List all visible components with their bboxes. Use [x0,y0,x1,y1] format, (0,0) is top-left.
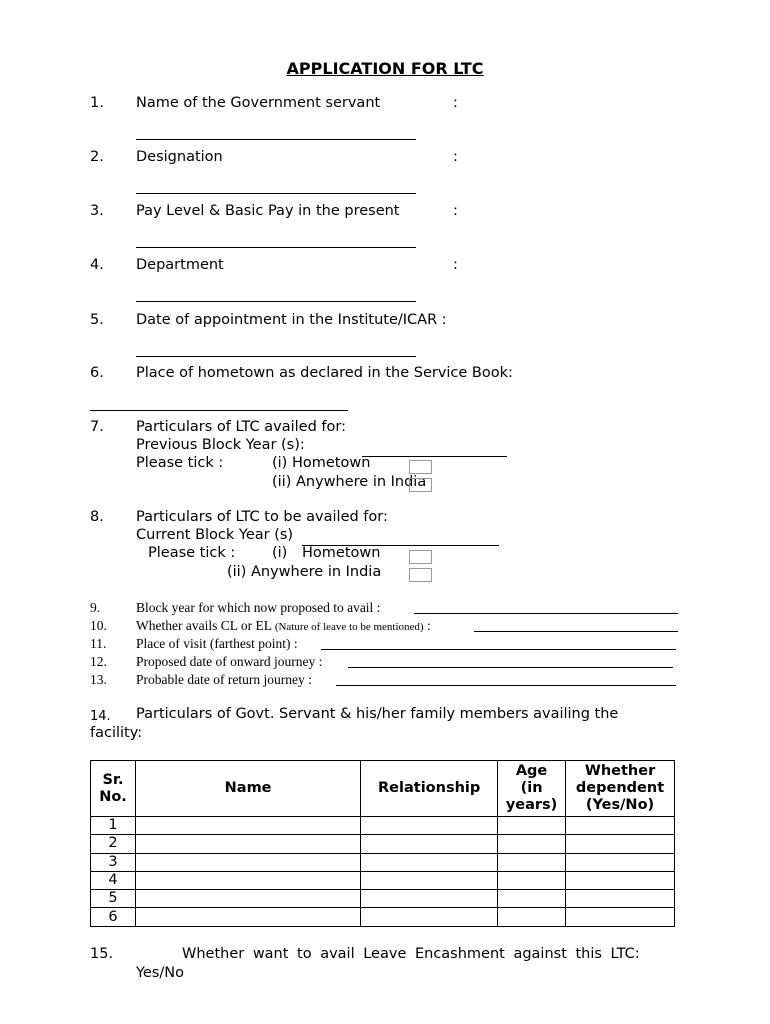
item-7-number: 7. [90,419,104,435]
name-cell[interactable] [135,890,360,908]
item-8-option-number: (i) [272,545,288,561]
age-cell[interactable] [498,853,566,871]
item-2-number: 2. [90,149,104,165]
column-header-dependent: Whether dependent (Yes/No) [566,761,675,817]
table-row [91,835,675,853]
item-7-heading: Particulars of LTC availed for: [136,419,346,435]
item-11-number: 11. [90,636,107,651]
item-3-label: Pay Level & Basic Pay in the present [136,203,400,219]
item-6-number: 6. [90,365,104,381]
table-row [91,871,675,889]
dependent-cell[interactable] [566,853,675,871]
appointment-date-field[interactable] [136,356,416,357]
hometown-field[interactable] [90,410,348,411]
item-9-number: 9. [90,600,101,615]
name-cell[interactable] [135,871,360,889]
row-number: 4 [91,871,136,889]
column-header-sr-no: Sr. No. [91,761,136,817]
table-row [91,853,675,871]
item-5-label: Date of appointment in the Institute/ICAR : [136,312,447,328]
department-field[interactable] [136,301,416,302]
item-8-option-hometown: Hometown [302,545,381,561]
previous-block-label: Previous Block Year (s): [136,437,305,453]
place-of-visit-field[interactable] [321,649,676,650]
item-7-option-hometown: (i) Hometown [272,455,371,471]
column-header-name: Name [135,761,360,817]
row-number: 5 [91,890,136,908]
item-13-label: Probable date of return journey : [136,672,312,687]
item-2-colon: : [453,149,458,165]
item-10-label: Whether avails CL or EL (Nature of leave to be mentioned) : [136,618,431,633]
item-1-colon: : [453,95,458,111]
item-8-hometown-checkbox[interactable] [409,550,432,564]
item-7-option-anywhere: (ii) Anywhere in India [272,474,427,490]
item-11-label: Place of visit (farthest point) : [136,636,298,651]
row-number: 1 [91,817,136,835]
relationship-cell[interactable] [361,835,498,853]
item-14-text: Particulars of Govt. Servant & his/her family members availing the [136,706,619,722]
item-2-label: Designation [136,149,223,165]
name-field[interactable] [136,139,416,140]
column-header-age: Age (in years) [498,761,566,817]
item-4-number: 4. [90,257,104,273]
proposed-block-year-field[interactable] [414,613,678,614]
item-8-heading: Particulars of LTC to be availed for: [136,509,388,525]
item-3-colon: : [453,203,458,219]
age-cell[interactable] [498,817,566,835]
relationship-cell[interactable] [361,853,498,871]
item-4-label: Department [136,257,224,273]
age-cell[interactable] [498,908,566,926]
family-members-table [90,760,675,927]
name-cell[interactable] [135,817,360,835]
column-header-relationship: Relationship [361,761,498,817]
item-1-label: Name of the Government servant [136,95,381,111]
item-3-number: 3. [90,203,104,219]
relationship-cell[interactable] [361,871,498,889]
item-14-text-continued: facility: [90,725,143,741]
dependent-cell[interactable] [566,890,675,908]
dependent-cell[interactable] [566,871,675,889]
designation-field[interactable] [136,193,416,194]
row-number: 6 [91,908,136,926]
table-row [91,817,675,835]
item-13-number: 13. [90,672,107,687]
table-row [91,908,675,926]
name-cell[interactable] [135,908,360,926]
age-cell[interactable] [498,871,566,889]
table-row [91,890,675,908]
item-15-number: 15. [90,946,114,962]
item-15-text: Whether want to avail Leave Encashment against this LTC: [182,946,640,962]
relationship-cell[interactable] [361,890,498,908]
pay-level-field[interactable] [136,247,416,248]
return-journey-field[interactable] [336,685,676,686]
item-9-label: Block year for which now proposed to avail : [136,600,381,615]
dependent-cell[interactable] [566,835,675,853]
previous-block-field[interactable] [362,456,507,457]
item-7-anywhere-checkbox[interactable] [409,478,432,492]
dependent-cell[interactable] [566,817,675,835]
relationship-cell[interactable] [361,817,498,835]
item-6-label: Place of hometown as declared in the Service Book: [136,365,513,381]
item-12-label: Proposed date of onward journey : [136,654,323,669]
item-8-tick-label: Please tick : [148,545,236,561]
item-1-number: 1. [90,95,104,111]
item-5-number: 5. [90,312,104,328]
leave-type-field[interactable] [474,631,678,632]
item-15-answer: Yes/No [136,965,185,981]
item-7-hometown-checkbox[interactable] [409,460,432,474]
item-8-anywhere-checkbox[interactable] [409,568,432,582]
age-cell[interactable] [498,835,566,853]
item-10-number: 10. [90,618,107,633]
item-8-number: 8. [90,509,104,525]
age-cell[interactable] [498,890,566,908]
dependent-cell[interactable] [566,908,675,926]
item-8-option-anywhere: (ii) Anywhere in India [227,564,382,580]
item-7-tick-label: Please tick : [136,455,224,471]
table-header-row [91,761,675,817]
row-number: 3 [91,853,136,871]
onward-journey-field[interactable] [348,667,673,668]
page-title: APPLICATION FOR LTC [286,59,484,78]
item-4-colon: : [453,257,458,273]
current-block-label: Current Block Year (s) [136,527,294,543]
item-14-number: 14. [90,709,111,724]
name-cell[interactable] [135,835,360,853]
row-number: 2 [91,835,136,853]
name-cell[interactable] [135,853,360,871]
relationship-cell[interactable] [361,908,498,926]
item-12-number: 12. [90,654,107,669]
